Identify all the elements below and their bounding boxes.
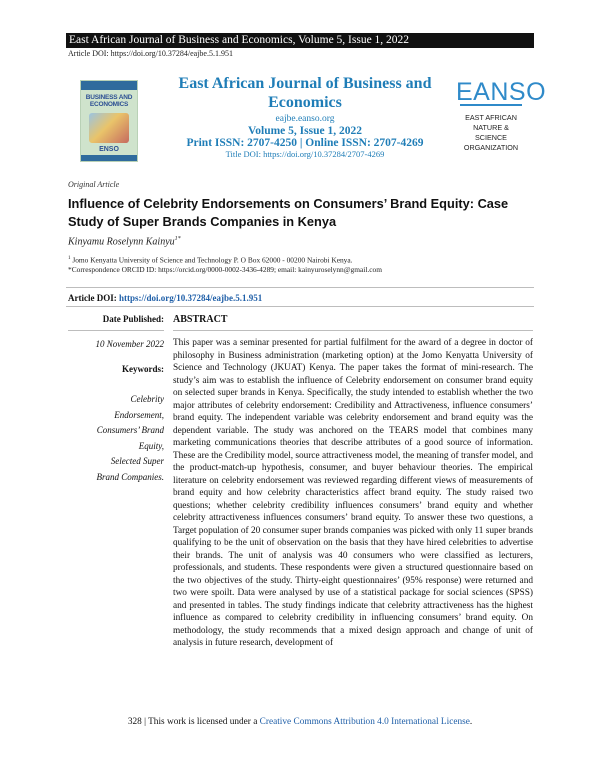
article-doi — [68, 293, 262, 303]
cover-artwork — [89, 113, 129, 143]
running-header: East African Journal of Business and Economics, Volume 5, Issue 1, 2022 — [66, 33, 534, 48]
license-prefix: | This work is licensed under a — [141, 717, 260, 727]
cover-bottom-band — [81, 155, 137, 161]
publisher-logo-text: EANSO — [456, 78, 547, 106]
journal-url[interactable]: eajbe.eanso.org — [275, 114, 335, 124]
article-doi-link[interactable]: https://doi.org/10.37284/eajbe.5.1.951 — [118, 293, 263, 303]
article-doi-label: Article DOI: — [68, 293, 117, 303]
date-published-label: Date Published: — [102, 314, 164, 324]
author-name — [68, 236, 181, 247]
page-footer — [0, 717, 600, 727]
license-link[interactable]: Creative Commons Attribution 4.0 International License — [259, 717, 470, 727]
issn: Print ISSN: 2707-4250 | Online ISSN: 2707-4269 — [186, 137, 424, 149]
keyword: Brand Companies. — [96, 471, 164, 482]
correspondence-text: Correspondence ORCID ID: https://orcid.org/0000-0002-3436-4289; email: kainyuroselynn@gmail.com — [71, 265, 382, 275]
publisher-line: ORGANIZATION — [463, 143, 519, 152]
journal-cover-image — [80, 80, 138, 162]
keyword: Selected Super — [110, 456, 164, 466]
license-end: . — [469, 717, 473, 727]
sidebar-divider — [68, 330, 164, 331]
divider — [66, 287, 534, 288]
publisher-name — [454, 113, 528, 153]
abstract-divider — [173, 330, 533, 331]
correspondence-line — [68, 265, 538, 275]
volume-issue: Volume 5, Issue 1, 2022 — [248, 125, 362, 137]
affiliations — [68, 254, 538, 275]
publisher-line: EAST AFRICAN — [465, 113, 517, 122]
article-title: Influence of Celebrity Endorsements on Consumers’ Brand Equity: Case Study of Super Brands Companies in Kenya — [68, 196, 509, 229]
keyword: Celebrity — [130, 394, 164, 404]
abstract-body: This paper was a seminar presented for partial fulfilment for the award of a degree in doctor of philosophy in Business administration (marketing option) at the Jomo Kenyatta University of Science and Technology (JKUAT) Kenya. The paper takes the format of mini-research. The study’s aim was to establish the influence of Celebrity endorsement on consumer brand equity on selected super brands in Kenya. Specifically, the study intended to establish whether the two major attributes of celebrity endorsement: Credibility and Attractiveness, influence consumers’ brand equity. The independent variable was celebrity endorsement and brand equity was the dependent variable. The study was anchored on the TEARS model that combines many marketing communications theories that describe attributes of a good source of information. These are the Credibility model, source attractiveness model, the meaning of transfer model, and the product-match-up hypothesis, consumer, and buyer behaviour theories. The empirical literature on celebrity endorsement was reviewed regarding different views of measurements of brand equity and how celebrity characteristics affect brand equity. The study raised two questions; whether celebrity credibility influences consumers’ brand equity and whether celebrity attractiveness influences consumers’ brand equity. To answer these two questions, a Target population of 20 consumer super brands companies was picked with only 11 super brands qualifying to be the unit of observation on the basis that they have hired celebrities to advertise their brands. The unit of analysis was 40 consumers who were classified as lecturers, professionals, and students. These respondents were given a structured questionnaire based on the two objectives of the study. Thirty-eight questionnaires’ (95% response) were returned and two were spoilt. Data were analysed by use of a statistical package for social sciences (SPSS) and presented in tables. The study findings indicate that celebrity attractiveness has the highest influence as compared to celebrity credibility in influencing consumers’ brand equity. On methodology, the study recommends that a mixed design approach and change of unit of analysis in future research, development of — [173, 338, 533, 648]
correspondence-mark: * — [68, 265, 72, 275]
cover-logo: ENSO — [99, 146, 119, 153]
affiliation-text: Jomo Kenyatta University of Science and Technology P. O Box 62000 - 00200 Nairobi Kenya. — [72, 255, 353, 265]
cover-title: BUSINESS AND ECONOMICS — [85, 94, 133, 108]
affiliation-mark: 1 — [68, 256, 71, 261]
keyword: Equity, — [138, 440, 164, 451]
page-number: 328 — [127, 717, 142, 727]
date-published-value: 10 November 2022 — [95, 339, 164, 349]
keywords-list — [68, 392, 164, 485]
publisher-line: NATURE & — [473, 123, 509, 132]
publisher-line: SCIENCE — [475, 133, 507, 142]
keyword: Endorsement, — [114, 409, 164, 420]
divider — [66, 306, 534, 307]
affiliation-line — [68, 254, 538, 265]
keywords-label: Keywords: — [122, 364, 164, 374]
publisher-logo — [456, 78, 547, 106]
author-marks: 1* — [174, 236, 181, 242]
title-doi[interactable]: Title DOI: https://doi.org/10.37284/2707-4269 — [225, 149, 385, 159]
author-text: Kinyamu Roselynn Kainyu — [68, 236, 175, 248]
header-article-doi[interactable]: Article DOI: https://doi.org/10.37284/eajbe.5.1.951 — [68, 49, 233, 58]
keyword: Consumers’ Brand — [96, 425, 164, 435]
journal-title: East African Journal of Business and Economics — [178, 75, 432, 111]
article-type: Original Article — [68, 180, 120, 189]
journal-info — [160, 74, 450, 159]
abstract-heading: ABSTRACT — [173, 314, 228, 325]
cover-top-band — [81, 81, 137, 90]
